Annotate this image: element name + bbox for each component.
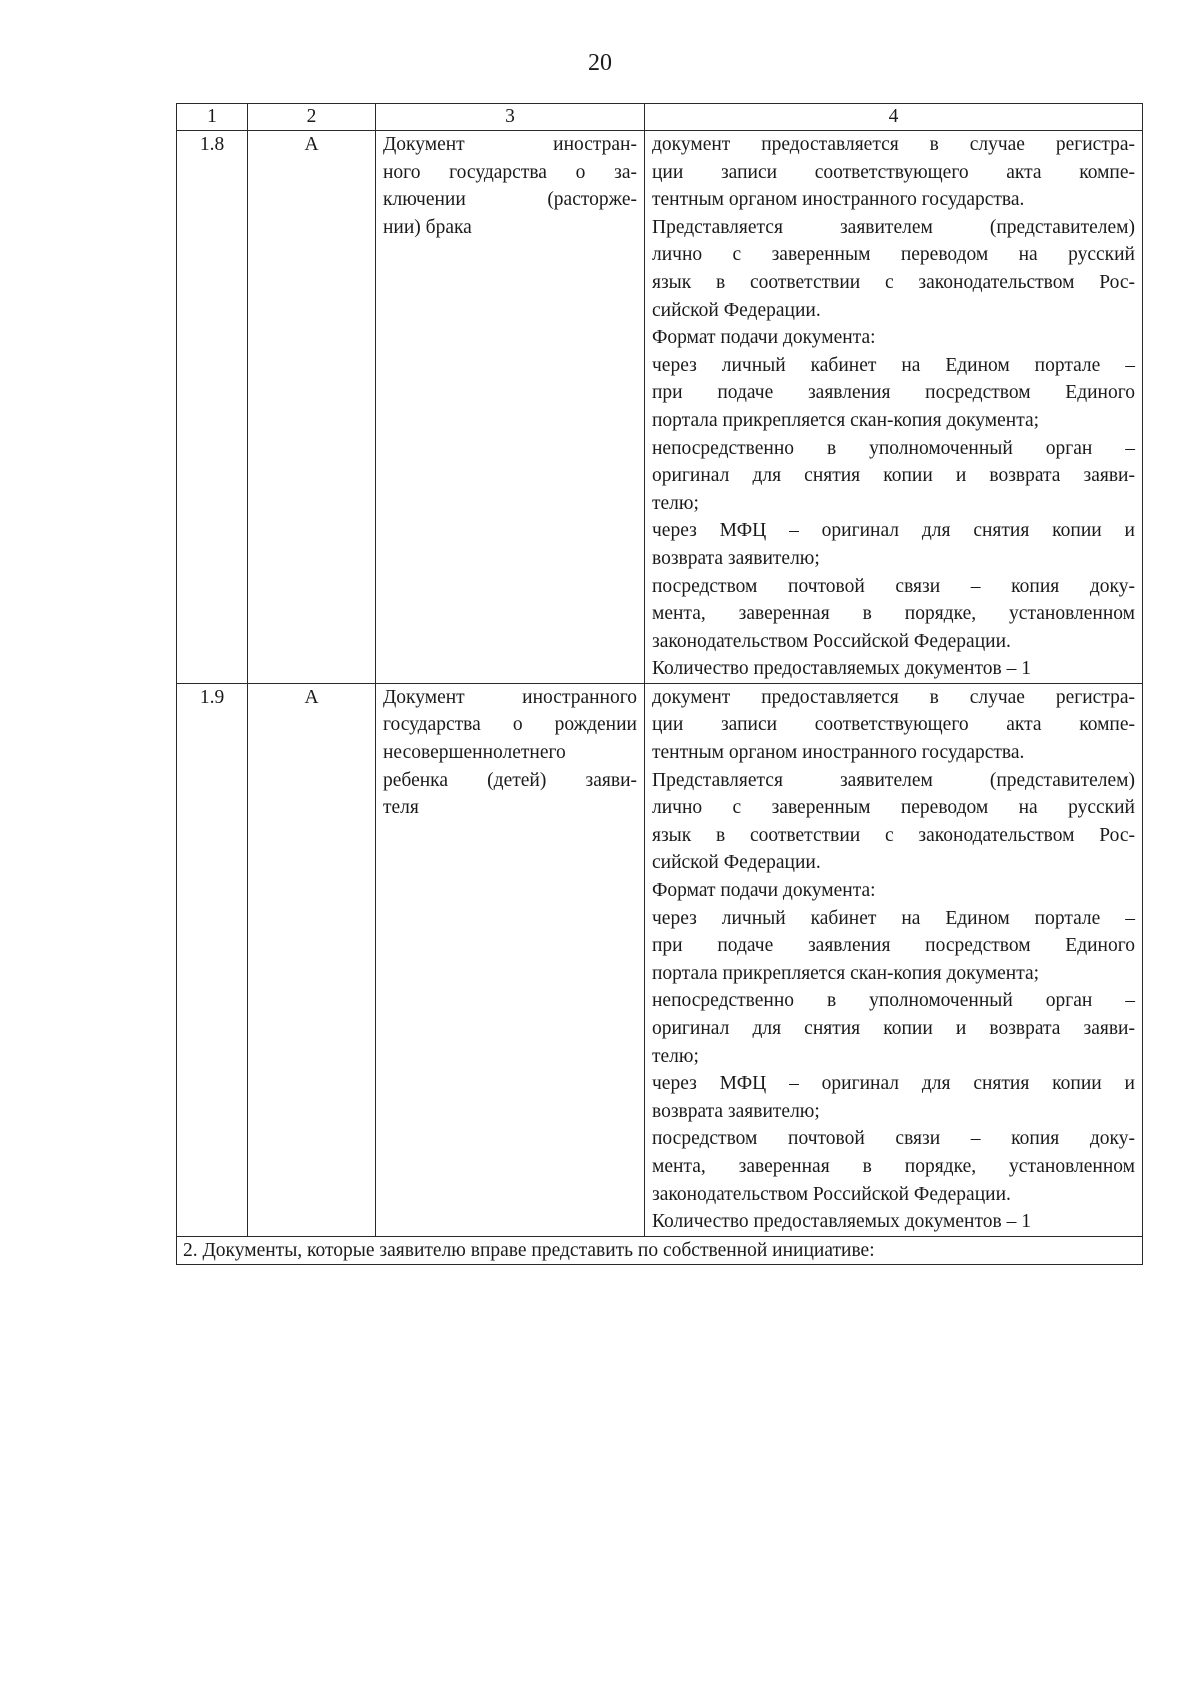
documents-table — [176, 103, 1143, 1265]
text-line: тентным органом иностранного государства. — [652, 189, 1025, 211]
text-line: Документ иностранного — [383, 686, 637, 708]
text-line: документ предоставляется в случае регистра- — [652, 686, 1135, 708]
text-line: оригинал для снятия копии и возврата заяви- — [652, 1018, 1135, 1039]
text-line: портала прикрепляется скан-копия документа; — [652, 962, 1040, 984]
text-line: Представляется заявителем (представителем) — [652, 216, 1135, 238]
row-number-cell: 1.8 — [177, 131, 248, 684]
text-line: возврата заявителю; — [652, 547, 820, 569]
column-header-1: 1 — [177, 104, 248, 131]
table-header-row — [177, 104, 1143, 131]
text-line: при подаче заявления посредством Единого — [652, 935, 1135, 957]
text-line: язык в соответствии с законодательством Рос- — [652, 271, 1135, 293]
text-line: мента, заверенная в порядке, установленном — [652, 603, 1135, 625]
row-code-cell: А — [248, 131, 376, 684]
text-line: Формат подачи документа: — [652, 880, 876, 902]
text-line: при подаче заявления посредством Единого — [652, 382, 1135, 404]
section-2-heading: 2. Документы, которые заявителю вправе представить по собственной инициативе: — [177, 1236, 1143, 1264]
text-line: оригинал для снятия копии и возврата заяви- — [652, 465, 1135, 487]
page-number: 20 — [588, 50, 612, 76]
text-line: теля — [383, 797, 419, 819]
text-line: ребенка (детей) заяви- — [383, 769, 637, 791]
text-line: Количество предоставляемых документов – 1 — [652, 658, 1031, 680]
text-line: несовершеннолетнего — [383, 742, 566, 764]
text-line: тентным органом иностранного государства. — [652, 742, 1025, 764]
column-header-3: 3 — [376, 104, 645, 131]
table-row — [177, 683, 1143, 1236]
text-line: сийской Федерации. — [652, 852, 821, 874]
text-line: Формат подачи документа: — [652, 327, 876, 349]
text-line: ключении (расторже- — [383, 189, 637, 211]
text-line: ции записи соответствующего акта компе- — [652, 161, 1135, 183]
text-line: нии) брака — [383, 216, 472, 238]
text-line: Представляется заявителем (представителем) — [652, 769, 1135, 791]
text-line: посредством почтовой связи – копия доку- — [652, 1128, 1135, 1150]
text-line: государства о рождении — [383, 714, 637, 736]
text-line: портала прикрепляется скан-копия документа; — [652, 409, 1040, 431]
text-line: через личный кабинет на Едином портале – — [652, 354, 1135, 376]
text-line: ного государства о за- — [383, 161, 637, 183]
text-line: возврата заявителю; — [652, 1100, 820, 1122]
column-header-4: 4 — [645, 104, 1143, 131]
text-line: через личный кабинет на Едином портале – — [652, 907, 1135, 929]
text-line: лично с заверенным переводом на русский — [652, 797, 1135, 819]
table-section-footer-row — [177, 1236, 1143, 1264]
row-number-cell: 1.9 — [177, 683, 248, 1236]
text-line: непосредственно в уполномоченный орган – — [652, 990, 1135, 1012]
text-line: законодательством Российской Федерации. — [652, 630, 1011, 652]
text-line: через МФЦ – оригинал для снятия копии и — [652, 520, 1135, 542]
text-line: телю; — [652, 1045, 699, 1067]
text-line: телю; — [652, 492, 699, 514]
document-description-cell — [645, 683, 1143, 1236]
text-line: непосредственно в уполномоченный орган – — [652, 437, 1135, 459]
text-line: язык в соответствии с законодательством Рос- — [652, 824, 1135, 846]
text-line: законодательством Российской Федерации. — [652, 1183, 1011, 1205]
column-header-2: 2 — [248, 104, 376, 131]
text-line: посредством почтовой связи – копия доку- — [652, 575, 1135, 597]
text-line: через МФЦ – оригинал для снятия копии и — [652, 1073, 1135, 1095]
text-line: ции записи соответствующего акта компе- — [652, 714, 1135, 736]
document-name-cell — [376, 131, 645, 684]
document-description-cell — [645, 131, 1143, 684]
text-line: Количество предоставляемых документов – 1 — [652, 1211, 1031, 1233]
text-line: мента, заверенная в порядке, установленном — [652, 1155, 1135, 1177]
text-line: Документ иностран- — [383, 134, 637, 155]
text-line: сийской Федерации. — [652, 299, 821, 321]
text-line: лично с заверенным переводом на русский — [652, 244, 1135, 266]
row-code-cell: А — [248, 683, 376, 1236]
document-name-cell — [376, 683, 645, 1236]
table-row — [177, 131, 1143, 684]
text-line: документ предоставляется в случае регистра- — [652, 134, 1135, 155]
